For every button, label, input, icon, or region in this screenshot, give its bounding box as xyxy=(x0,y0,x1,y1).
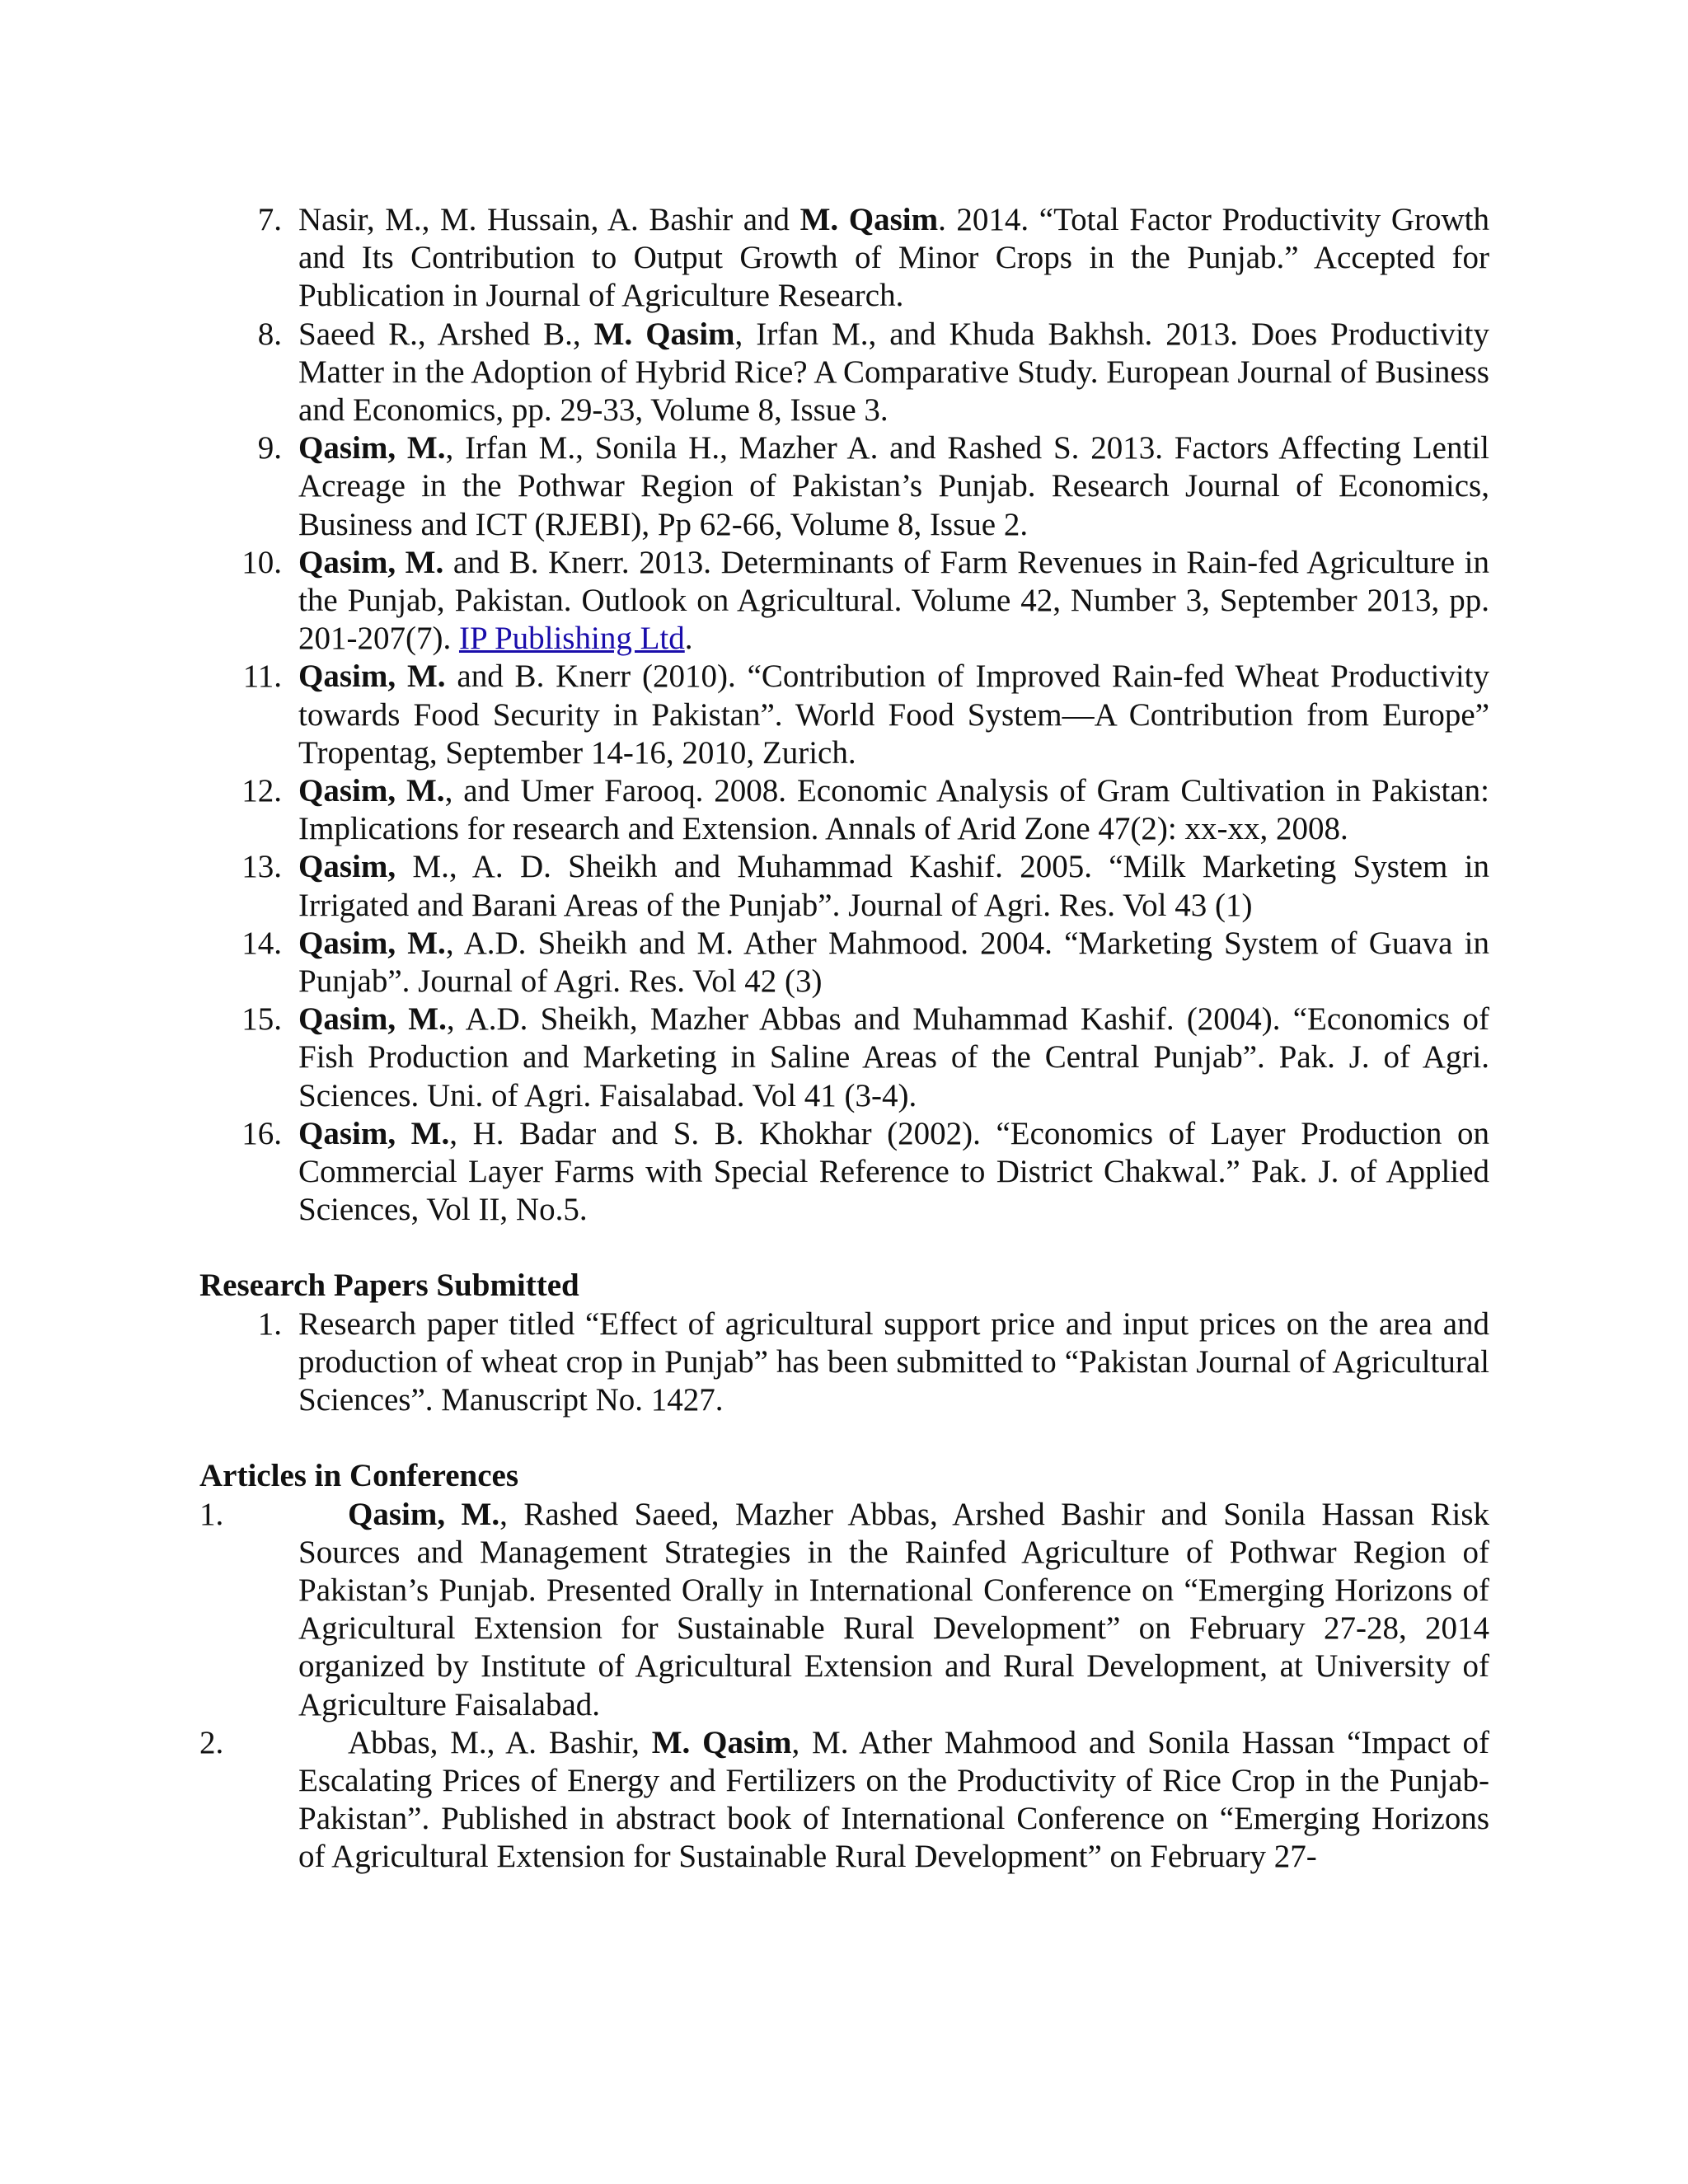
item-number: 10. xyxy=(241,544,282,580)
item-number: 1. xyxy=(199,1496,224,1532)
item-text xyxy=(298,1305,1489,1420)
item-number: 2. xyxy=(199,1724,224,1760)
author-name-bold: Qasim, M. xyxy=(298,1115,450,1151)
citation-text: M., A. D. Sheikh and Muhammad Kashif. 2005. “Milk Marketing System in Irrigated and Barani Areas of the Punjab”. Journal of Agri. Res. Vol 43 (1) xyxy=(298,849,1489,923)
citation-text: , H. Badar and S. B. Khokhar (2002). “Economics of Layer Production on Commercial Layer Farms with Special Reference to District Chakwal.” Pak. J. of Applied Sciences, Vol II, No.5. xyxy=(298,1115,1489,1228)
author-name-bold: Qasim, M. xyxy=(348,1496,500,1532)
author-name-bold: M. Qasim xyxy=(593,316,735,352)
item-text xyxy=(298,544,1489,658)
citation-text: , A.D. Sheikh, Mazher Abbas and Muhammad Kashif. (2004). “Economics of Fish Production and Marketing in Saline Areas of the Central Punjab”. Pak. J. of Agri. Sciences. Uni. of Agri. Faisalabad. Vol 41 (3-4). xyxy=(298,1001,1489,1113)
author-name-bold: Qasim, M. xyxy=(298,658,446,695)
author-name-bold: Qasim, M. xyxy=(298,1001,447,1038)
citation-text: . 2014. “Total Factor Productivity Growth and Its Contribution to Output Growth of Minor Crops in the Punjab.” Accepted for Publication in Journal of Agriculture Research. xyxy=(298,202,1489,314)
item-text xyxy=(298,1001,1489,1115)
item-number: 8. xyxy=(257,316,282,352)
list-item xyxy=(199,1115,1489,1230)
citation-text: Abbas, M., A. Bashir, xyxy=(348,1724,652,1760)
item-text xyxy=(298,316,1489,430)
citation-text: and B. Knerr (2010). “Contribution of Improved Rain-fed Wheat Productivity towards Food Security in Pakistan”. World Food System—A Contribution from Europe” Tropentag, September 14-16, 2010, Zurich. xyxy=(298,658,1489,771)
item-text xyxy=(298,658,1489,772)
submitted-heading: Research Papers Submitted xyxy=(199,1268,579,1304)
document-page xyxy=(199,201,1489,1877)
citation-text: , Irfan M., and Khuda Bakhsh. 2013. Does Productivity Matter in the Adoption of Hybrid Rice? A Comparative Study. European Journal of Business and Economics, pp. 29-33, Volume 8, Issue 3. xyxy=(298,316,1490,429)
publisher-link[interactable]: IP Publishing Ltd xyxy=(458,621,685,657)
item-number: 12. xyxy=(241,773,282,809)
citation-text: Nasir, M., M. Hussain, A. Bashir and xyxy=(298,202,800,237)
author-name-bold: Qasim, xyxy=(298,849,396,885)
conference-list xyxy=(199,1496,1489,1877)
author-name-bold: Qasim, M. xyxy=(298,544,444,580)
item-number: 13. xyxy=(241,849,282,885)
list-item xyxy=(199,429,1489,544)
item-number: 9. xyxy=(257,430,282,466)
item-number: 11. xyxy=(242,658,282,695)
author-name-bold: M. Qasim xyxy=(799,202,939,237)
list-item xyxy=(199,772,1489,848)
item-text xyxy=(298,925,1489,1001)
item-number: 16. xyxy=(241,1115,282,1151)
item-text xyxy=(298,848,1489,924)
item-text xyxy=(298,1115,1489,1230)
item-text xyxy=(298,1724,1489,1877)
list-item xyxy=(199,201,1489,316)
item-text xyxy=(298,429,1489,544)
list-item xyxy=(199,1496,1489,1724)
author-name-bold: Qasim, M. xyxy=(298,773,445,809)
citation-text: , and Umer Farooq. 2008. Economic Analysis of Gram Cultivation in Pakistan: Implications for research and Extension. Annals of Arid Zone 47(2): xx-xx, 2008. xyxy=(298,773,1489,847)
submitted-list xyxy=(199,1305,1489,1420)
citation-text: Research paper titled “Effect of agricultural support price and input prices on the area and production of wheat crop in Punjab” has been submitted to “Pakistan Journal of Agricultural Sciences”. Manuscript No. 1427. xyxy=(298,1305,1489,1418)
item-number: 7. xyxy=(257,202,282,237)
citation-text: and B. Knerr. 2013. Determinants of Farm Revenues in Rain-fed Agriculture in the Punjab, Pakistan. Outlook on Agricultural. Volume 42, Number 3, September 2013, pp. 201-207(7). xyxy=(298,544,1489,657)
item-number: 1. xyxy=(257,1305,282,1342)
conferences-heading: Articles in Conferences xyxy=(199,1458,519,1494)
item-text xyxy=(298,772,1489,848)
list-item xyxy=(199,1001,1489,1115)
list-item xyxy=(199,1305,1489,1420)
item-number: 14. xyxy=(241,925,282,961)
citation-text: , M. Ather Mahmood and Sonila Hassan “Impact of Escalating Prices of Energy and Fertilizers on the Productivity of Rice Crop in the Punjab-Pakistan”. Published in abstract book of International Conference on “Emerging Horizons of Agricultural Extension for Sustainable Rural Development” on February 27- xyxy=(298,1724,1489,1875)
list-item xyxy=(199,848,1489,924)
list-item xyxy=(199,316,1489,430)
list-item xyxy=(199,658,1489,772)
citation-text: . xyxy=(684,621,693,657)
list-item xyxy=(199,1724,1489,1877)
item-number: 15. xyxy=(241,1001,282,1038)
author-name-bold: Qasim, M. xyxy=(298,430,446,466)
citation-text: , A.D. Sheikh and M. Ather Mahmood. 2004. “Marketing System of Guava in Punjab”. Journal of Agri. Res. Vol 42 (3) xyxy=(298,925,1489,1000)
citation-text: , Irfan M., Sonila H., Mazher A. and Rashed S. 2013. Factors Affecting Lentil Acreage in the Pothwar Region of Pakistan’s Punjab. Research Journal of Economics, Business and ICT (RJEBI), Pp 62-66, Volume 8, Issue 2. xyxy=(298,430,1489,542)
author-name-bold: Qasim, M. xyxy=(298,925,446,961)
citation-text: , Rashed Saeed, Mazher Abbas, Arshed Bashir and Sonila Hassan Risk Sources and Management Strategies in the Rainfed Agriculture of Pothwar Region of Pakistan’s Punjab. Presented Orally in International Conference on “Emerging Horizons of Agricultural Extension for Sustainable Rural Development” on February 27-28, 2014 organized by Institute of Agricultural Extension and Rural Development, at University of Agriculture Faisalabad. xyxy=(298,1496,1490,1722)
publication-list xyxy=(199,201,1489,1229)
citation-text: Saeed R., Arshed B., xyxy=(298,316,594,352)
author-name-bold: M. Qasim xyxy=(651,1724,792,1760)
list-item xyxy=(199,925,1489,1001)
list-item xyxy=(199,544,1489,658)
item-text xyxy=(298,1496,1489,1724)
item-text xyxy=(298,201,1489,316)
